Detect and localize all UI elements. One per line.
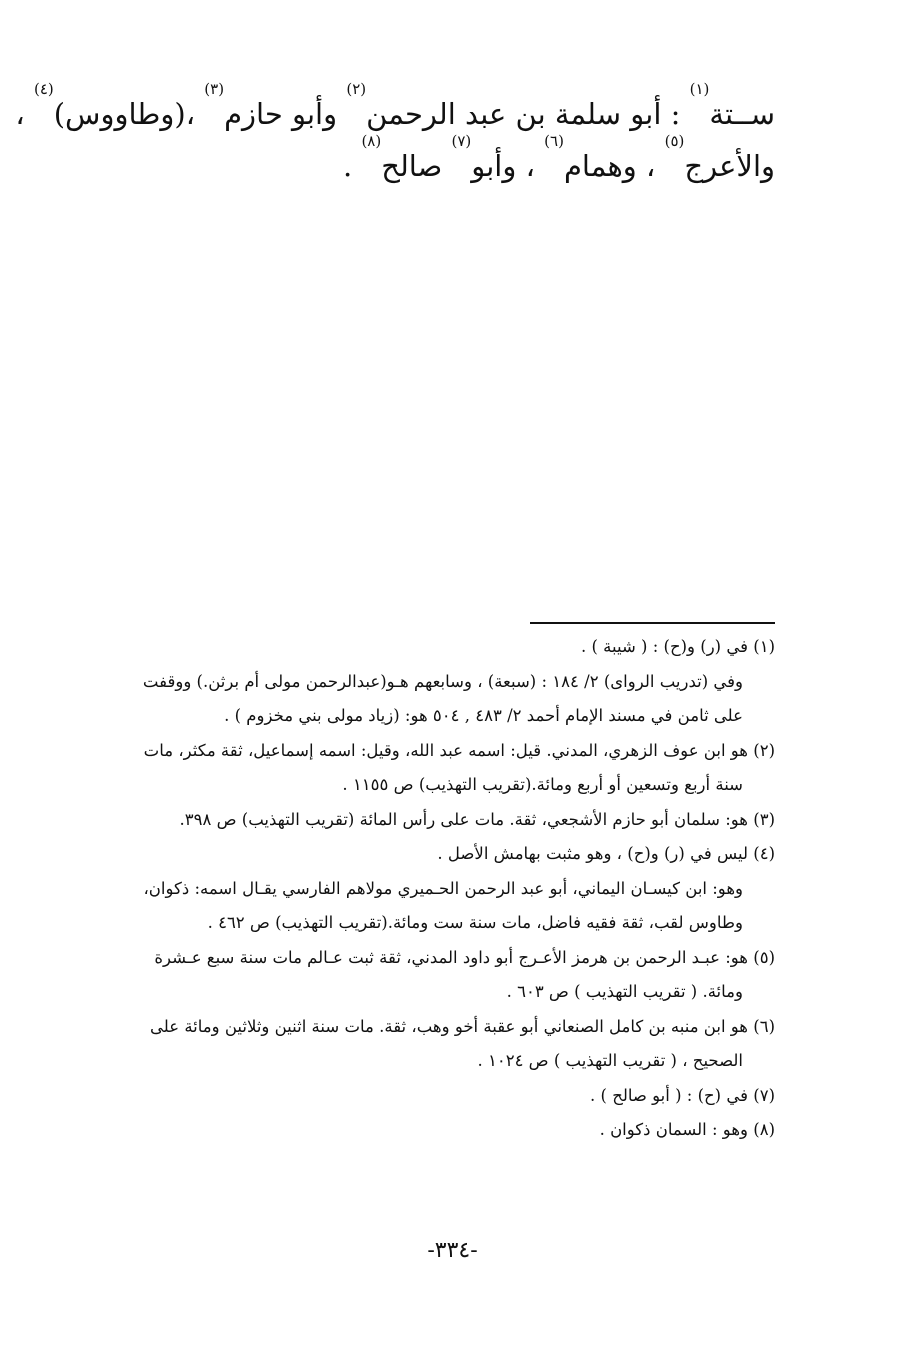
footnote-line: وفي (تدريب الرواى) ٢/ ١٨٤ : (سبعة) ، وسابعهم هـو(عبدالرحمن مولى أم برثن.) ووقفت	[142, 671, 743, 691]
text-segment: صالح	[381, 149, 452, 183]
footnote-line: (٣) هو: سلمان أبو حازم الأشجعي، ثقة. مات على رأس المائة (تقريب التهذيب) ص ٣٩٨.	[179, 809, 775, 829]
text-segment: وأبو حازم	[224, 97, 347, 131]
footnote-marker: (٣)	[204, 80, 225, 98]
page-number: -٣٣٤-	[427, 1238, 478, 1263]
footnote-marker: (٢)	[346, 80, 367, 98]
text-segment: ،(وطاووس)	[53, 97, 205, 131]
footnote-line: سنة أربع وتسعين أو أربع ومائة.(تقريب التهذيب) ص ١١٥٥ .	[342, 775, 743, 794]
text-segment: ،	[15, 97, 34, 131]
footnote-marker: (٤)	[33, 80, 54, 98]
text-segment: ، وهمام	[563, 149, 665, 183]
text-segment: ســتة	[709, 97, 775, 131]
footnote-line: ومائة. ( تقريب التهذيب ) ص ٦٠٣ .	[506, 982, 743, 1001]
footnote-line: (١) في (ر) و(ح) : ( شيبة ) .	[581, 637, 775, 656]
text-segment: : أبو سلمة بن عبد الرحمن	[366, 97, 690, 131]
footnote-line: وهو: ابن كيسـان اليماني، أبو عبد الرحمن الحـميري مولاهم الفارسي يقـال اسمه: ذكوان،	[143, 878, 743, 898]
footnote-line: (٦) هو ابن منبه بن كامل الصنعاني أبو عقبة أخو وهب، ثقة. مات سنة اثنين وثلاثين ومائة على	[150, 1016, 775, 1036]
footnote-separator	[530, 622, 775, 624]
footnotes	[65, 630, 775, 1148]
footnote-line: (٢) هو ابن عوف الزهري، المدني. قيل: اسمه عبد الله، وقيل: اسمه إسماعيل، ثقة مكثر، مات	[143, 740, 775, 760]
footnote-line: (٨) وهو : السمان ذكوان .	[599, 1120, 775, 1139]
text-segment: ، وأبو	[471, 149, 545, 183]
main-text	[15, 80, 775, 192]
footnote-line: الصحيح ، ( تقريب التهذيب ) ص ١٠٢٤ .	[477, 1051, 743, 1070]
footnote-marker: (٦)	[544, 132, 564, 150]
footnote-line: على ثامن في مسند الإمام أحمد ٢/ ٤٨٣ , ٥٠٤ هو: (زياد مولى بني مخزوم ) .	[224, 706, 743, 725]
footnote-line: (٥) هو: عبـد الرحمن بن هرمز الأعـرج أبو داود المدني، ثقة ثبت عـالم مات سنة سبع عـشرة	[154, 947, 775, 967]
footnote-marker: (٧)	[451, 132, 472, 150]
footnote-marker: (١)	[689, 80, 710, 98]
main-text-line	[95, 132, 775, 192]
footnote-marker: (٥)	[664, 132, 685, 150]
footnote-marker: (٨)	[361, 132, 382, 150]
text-segment: والأعرج	[684, 149, 775, 183]
text-segment: .	[343, 149, 362, 183]
footnote-line: (٤) ليس في (ر) و(ح) ، وهو مثبت بهامش الأصل .	[437, 844, 775, 863]
footnote-line: (٧) في (ح) : ( أبو صالح ) .	[590, 1085, 775, 1105]
footnote-line: وطاوس لقب، ثقة فقيه فاضل، مات سنة ست ومائة.(تقريب التهذيب) ص ٤٦٢ .	[207, 913, 743, 932]
